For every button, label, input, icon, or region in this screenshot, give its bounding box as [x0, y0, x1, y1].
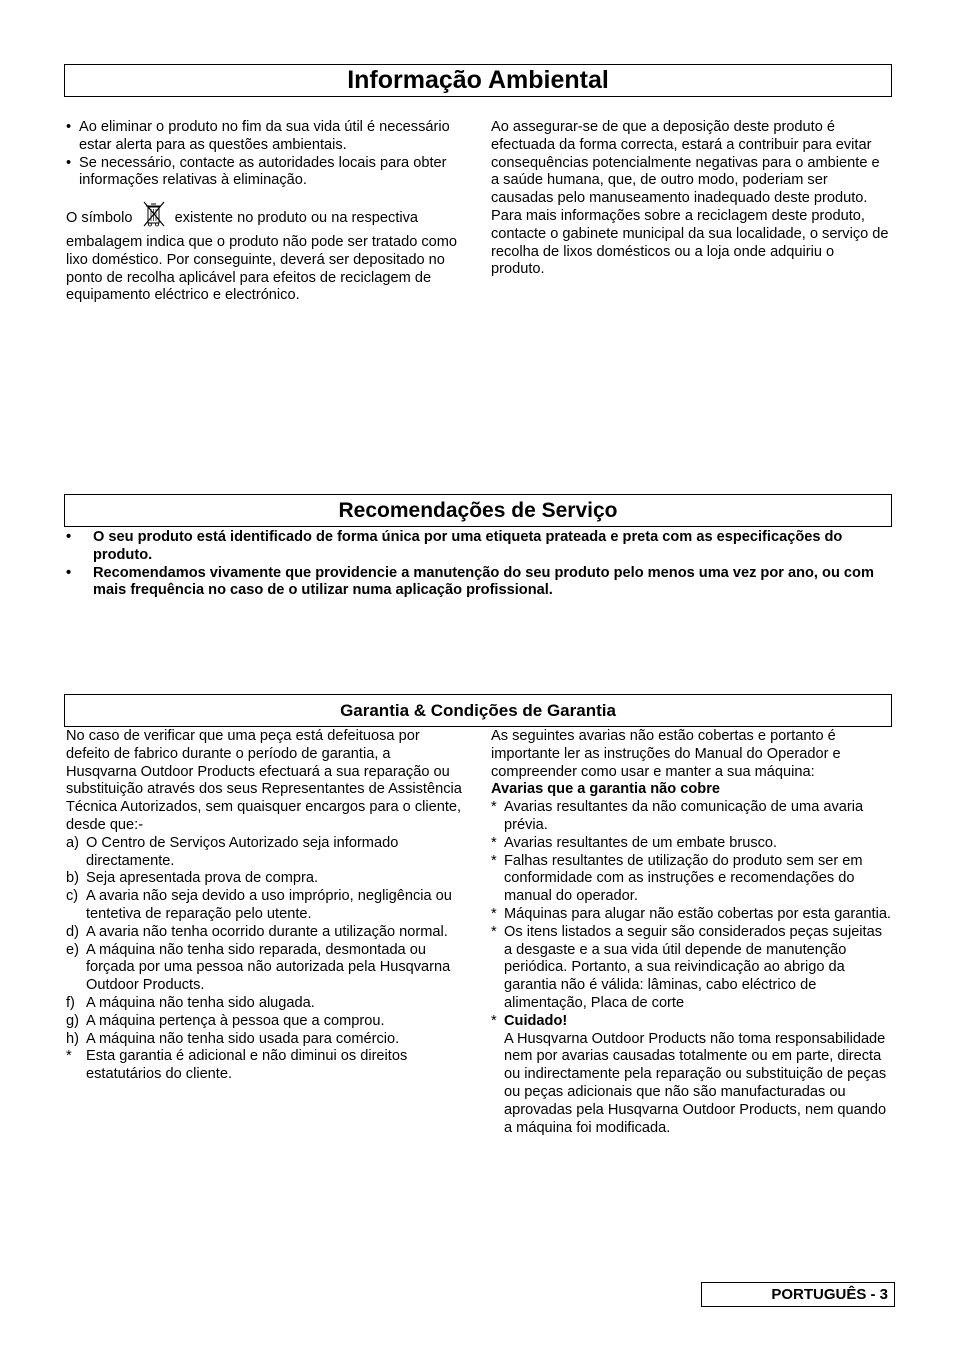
list-item: • Se necessário, contacte as autoridades locais para obter informações relativas à eliminação.: [66, 154, 447, 189]
caution-text: A Husqvarna Outdoor Products não toma responsabilidade nem por avarias causadas totalmente ou em parte, directa ou indirectamente pela reparação ou substituição de peças ou peças adicionais que não são manufacturadas ou aprovadas pela Husqvarna Outdoor Products, nem quando a máquina foi modificada.: [504, 1030, 887, 1136]
caution-label: Cuidado!: [504, 1012, 568, 1029]
list-item: h) A máquina não tenha sido usada para comércio.: [66, 1030, 400, 1047]
list-item: * Os itens listados a seguir são considerados peças sujeitas a desgaste e a sua vida útil depende de manutenção periódica. Portanto, a sua reivindicação ao abrigo da garantia não é válida: lâminas, cabo eléctrico de alimentação, Placa de corte: [491, 923, 883, 1011]
list-item: * Esta garantia é adicional e não diminui os direitos estatutários do cliente.: [66, 1048, 408, 1083]
crossed-bin-icon: [141, 200, 167, 234]
symbol-paragraph: O símbolo existente no produto ou na respectiva embalagem indica que o produto não pode ser tratado como lixo doméstico. Por conseguinte, deverá ser depositado no ponto de recolha aplicável para efeitos de reciclagem de equipamento eléctrico e electrónico.: [66, 200, 458, 305]
list-item: d) A avaria não tenha ocorrido durante a utilização normal.: [66, 923, 448, 940]
warranty-intro: No caso de verificar que uma peça está defeituosa por defeito de fabrico durante o período de garantia, a Husqvarna Outdoor Products efectuará a sua reparação ou substituição através dos seus Representantes de Assistência Técnica Autorizados, sem quaisquer encargos para o cliente, desde que:-: [66, 728, 462, 833]
list-item: a) O Centro de Serviços Autorizado seja informado directamente.: [66, 834, 399, 869]
service-list: [66, 529, 892, 600]
list-item: * Máquinas para alugar não estão cobertas por esta garantia.: [491, 905, 891, 922]
caution-item: * Cuidado! A Husqvarna Outdoor Products não toma responsabilidade nem por avarias causadas totalmente ou em parte, directa ou indirectamente pela reparação ou substituição de peças ou peças adicionais que não são manufacturadas ou aprovadas pela Husqvarna Outdoor Products, nem quando a máquina foi modificada.: [491, 1013, 891, 1138]
list-item: * Avarias resultantes de um embate brusco.: [491, 834, 778, 851]
page-footer-label: PORTUGUÊS - 3: [701, 1282, 895, 1307]
list-item: • Recomendamos vivamente que providencie a manutenção do seu produto pelo menos uma vez por ano, ou com mais frequência no caso de o utilizar numa aplicação profissional.: [66, 564, 874, 599]
list-item: b) Seja apresentada prova de compra.: [66, 870, 319, 887]
list-item: * Falhas resultantes de utilização do produto sem ser em conformidade com as instruções e recomendações do manual do operador.: [491, 852, 863, 905]
list-item: * Avarias resultantes da não comunicação de uma avaria prévia.: [491, 799, 864, 833]
warranty-left-column: [66, 728, 462, 1084]
section-title-environment: Informação Ambiental: [64, 64, 892, 97]
list-item: f) A máquina não tenha sido alugada.: [66, 994, 315, 1011]
env-right-column: Ao assegurar-se de que a deposição deste produto é efectuada da forma correcta, estará a contribuir para evitar consequências potencialmente negativas para o ambiente e a saúde humana, que, de outro modo, poderiam ser causadas pelo manuseamento inadequado deste produto. Para mais informações sobre a reciclagem deste produto, contacte o gabinete municipal da sua localidade, o serviço de recolha de lixos domésticos ou a loja onde adquiriu o produto.: [491, 119, 889, 278]
warranty-right-intro: As seguintes avarias não estão cobertas e portanto é importante ler as instruções do Manual do Operador e compreender como usar e manter a sua máquina:: [491, 728, 841, 780]
list-item: c) A avaria não seja devido a uso impróprio, negligência ou tentetiva de reparação pelo utente.: [66, 888, 452, 922]
list-item: • Ao eliminar o produto no fim da sua vida útil é necessário estar alerta para as questões ambientais.: [66, 119, 450, 153]
list-item: e) A máquina não tenha sido reparada, desmontada ou forçada por uma pessoa não autorizada pela Husqvarna Outdoor Products.: [66, 941, 451, 994]
exclusions-heading: Avarias que a garantia não cobre: [491, 781, 720, 798]
section-title-warranty: Garantia & Condições de Garantia: [64, 694, 892, 727]
env-left-column: [66, 119, 458, 305]
section-title-service: Recomendações de Serviço: [64, 494, 892, 527]
list-item: g) A máquina pertença à pessoa que a comprou.: [66, 1012, 385, 1029]
warranty-right-column: [491, 728, 891, 1137]
list-item: • O seu produto está identificado de forma única por uma etiqueta prateada e preta com as especificações do produto.: [66, 529, 843, 563]
